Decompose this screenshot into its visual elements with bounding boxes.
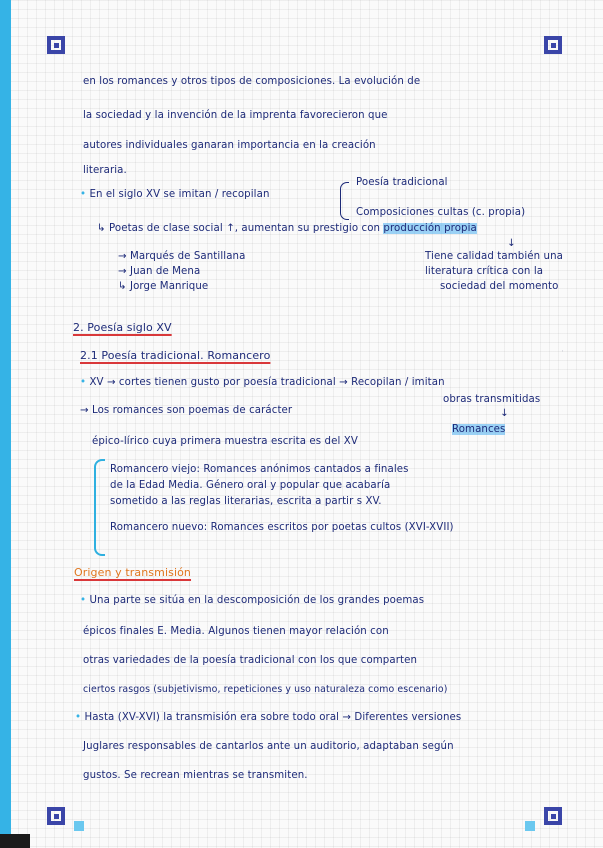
down-arrow-icon: ↓ <box>500 408 509 419</box>
bullet-text: Hasta (XV-XVI) la transmisión era sobre todo oral → Diferentes versiones <box>84 712 462 723</box>
bullet-text: En el siglo XV se imitan / recopilan <box>89 189 270 200</box>
text-line: épico-lírico cuya primera muestra escrita es del XV <box>92 436 358 447</box>
note-text: sociedad del momento <box>440 281 559 292</box>
text-line: Juglares responsables de cantarlos ante un auditorio, adaptaban según <box>83 741 454 752</box>
arrow-icon: → <box>118 251 130 262</box>
bullet-line <box>80 189 270 200</box>
bullet-dot: • <box>80 377 87 388</box>
bullet-line <box>75 712 461 723</box>
corner-mark-bottom-left <box>47 807 65 825</box>
text-line: la sociedad y la invención de la imprenta favorecieron que <box>83 110 388 121</box>
down-arrow-icon: ↓ <box>507 238 516 249</box>
bullet-dot: • <box>80 189 87 200</box>
bullet-line <box>80 377 445 388</box>
branch-text: Composiciones cultas (c. propia) <box>356 207 526 218</box>
highlighted-text: producción propia <box>383 223 477 234</box>
corner-square-bottom-left <box>74 821 84 831</box>
text-line: en los romances y otros tipos de composiciones. La evolución de <box>83 76 421 87</box>
bullet-line <box>80 595 424 606</box>
bullet-text: Una parte se sitúa en la descomposición de los grandes poemas <box>89 595 425 606</box>
arrow-icon: ↳ <box>118 281 130 292</box>
definition-line: Romancero viejo: Romances anónimos cantados a finales <box>110 464 409 475</box>
arrow-line <box>97 223 477 234</box>
highlighted-text: Romances <box>452 424 506 435</box>
list-item <box>118 251 245 262</box>
brace-mark <box>94 459 105 556</box>
note-text: literatura crítica con la <box>425 266 544 277</box>
list-item <box>118 266 200 277</box>
poet-name: Jorge Manrique <box>129 281 209 292</box>
text-line: autores individuales ganaran importancia en la creación <box>83 140 376 151</box>
note-text: Tiene calidad también una <box>425 251 563 262</box>
brace-mark <box>340 182 349 220</box>
definition-line: sometido a las reglas literarias, escrita a partir s XV. <box>110 496 382 507</box>
text-line: ciertos rasgos (subjetivismo, repeticiones y uso naturaleza como escenario) <box>83 684 448 695</box>
bullet-text: XV → cortes tienen gusto por poesía tradicional → Recopilan / imitan <box>89 377 445 388</box>
scan-shadow <box>0 834 30 848</box>
section-heading: Origen y transmisión <box>74 566 192 579</box>
text-line: literaria. <box>83 165 127 176</box>
definition-line: de la Edad Media. Género oral y popular que acabaría <box>110 480 391 491</box>
text-line: gustos. Se recrean mientras se transmiten. <box>83 770 308 781</box>
poet-name: Marqués de Santillana <box>129 251 246 262</box>
text-line: épicos finales E. Media. Algunos tienen mayor relación con <box>83 626 389 637</box>
page-left-edge <box>0 0 11 848</box>
arrow-line: → Los romances son poemas de carácter <box>80 405 293 416</box>
arrow-icon: → <box>118 266 130 277</box>
poet-name: Juan de Mena <box>129 266 201 277</box>
arrow-icon: ↳ <box>97 223 109 234</box>
arrow-text: Poetas de clase social ↑, aumentan su prestigio con <box>108 223 381 234</box>
bullet-dot: • <box>75 712 82 723</box>
subsection-heading: 2.1 Poesía tradicional. Romancero <box>80 349 271 362</box>
list-item <box>118 281 208 292</box>
corner-mark-bottom-right <box>544 807 562 825</box>
corner-mark-top-left <box>47 36 65 54</box>
text-line: otras variedades de la poesía tradicional con los que comparten <box>83 655 418 666</box>
branch-text: Poesía tradicional <box>356 177 448 188</box>
section-heading: 2. Poesía siglo XV <box>73 321 172 334</box>
bullet-dot: • <box>80 595 87 606</box>
corner-mark-top-right <box>544 36 562 54</box>
definition-line: Romancero nuevo: Romances escritos por poetas cultos (XVI-XVII) <box>110 522 454 533</box>
corner-square-bottom-right <box>525 821 535 831</box>
margin-note: · <box>558 350 565 352</box>
note-text: obras transmitidas <box>443 394 541 405</box>
